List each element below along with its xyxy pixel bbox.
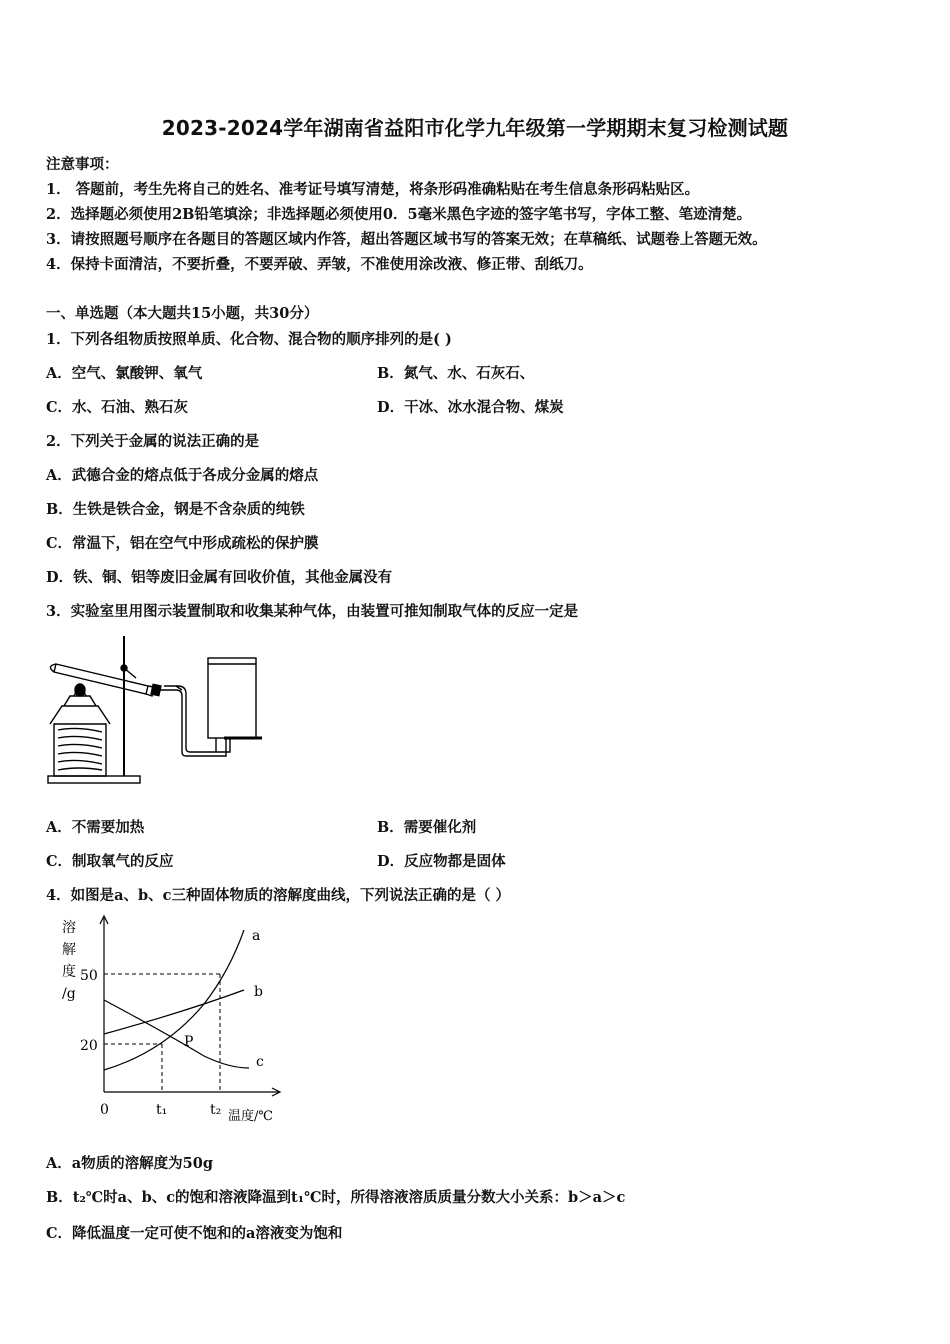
section-heading: 一、单选题（本大题共15小题，共30分）	[46, 305, 319, 322]
notice-item: 2．选择题必须使用2B铅笔填涂；非选择题必须使用0．5毫米黑色字迹的签字笔书写，字体工整、笔迹清楚。	[46, 206, 752, 223]
option-b[interactable]: B．氮气、水、石灰石、	[377, 365, 535, 382]
question-stem: 4．如图是a、b、c三种固体物质的溶解度曲线，下列说法正确的是（ ）	[46, 887, 510, 904]
heating-block	[50, 684, 110, 776]
notice-item: 1． 答题前，考生先将自己的姓名、准考证号填写清楚，将条形码准确粘贴在考生信息条形码粘贴区。	[46, 181, 700, 198]
curve-a	[104, 930, 244, 1070]
x-tick-label: t₁	[156, 1102, 168, 1118]
y-axis-label: 度	[62, 964, 76, 980]
option-c[interactable]: C．降低温度一定可使不饱和的a溶液变为饱和	[46, 1225, 343, 1242]
option-d[interactable]: D．铁、铜、铝等废旧金属有回收价值，其他金属没有	[46, 569, 393, 586]
option-b[interactable]: B．生铁是铁合金，钢是不含杂质的纯铁	[46, 501, 305, 518]
option-c[interactable]: C．制取氧气的反应	[46, 853, 174, 870]
option-c[interactable]: C．水、石油、熟石灰	[46, 399, 189, 416]
x-axis-label: 温度/℃	[228, 1109, 273, 1124]
option-b[interactable]: B．t₂℃时a、b、c的饱和溶液降温到t₁℃时，所得溶液溶质质量分数大小关系：b＞a＞c	[46, 1189, 626, 1206]
y-tick-label: 50	[80, 968, 98, 984]
y-tick-label: 20	[80, 1038, 98, 1054]
page-title: 2023-2024学年湖南省益阳市化学九年级第一学期期末复习检测试题	[161, 116, 789, 140]
option-c[interactable]: C．常温下，铝在空气中形成疏松的保护膜	[46, 535, 319, 552]
x-tick-label: t₂	[210, 1102, 222, 1118]
solubility-chart	[44, 912, 294, 1128]
question-stem: 2．下列关于金属的说法正确的是	[46, 433, 260, 450]
y-axis-label: /g	[62, 986, 76, 1002]
option-b[interactable]: B．需要催化剂	[377, 819, 477, 836]
notice-item: 3．请按照题号顺序在各题目的答题区域内作答，超出答题区域书写的答案无效；在草稿纸、试题卷上答题无效。	[46, 231, 767, 248]
option-d[interactable]: D．干冰、冰水混合物、煤炭	[377, 399, 564, 416]
option-a[interactable]: A．a物质的溶解度为50g	[46, 1155, 213, 1172]
y-axis-label: 溶	[62, 920, 76, 936]
option-a[interactable]: A．不需要加热	[46, 819, 145, 836]
stand-base	[48, 776, 140, 783]
notice-heading: 注意事项：	[46, 156, 119, 173]
series-label-b: b	[254, 984, 263, 1000]
series-label-c: c	[256, 1054, 264, 1070]
curve-c	[104, 1000, 249, 1068]
series-label-a: a	[252, 928, 261, 944]
y-axis-label: 解	[62, 942, 76, 958]
test-tube	[50, 664, 154, 696]
apparatus-figure	[44, 628, 269, 788]
option-d[interactable]: D．反应物都是固体	[377, 853, 506, 870]
gas-collection-bottle	[208, 658, 262, 752]
curve-b	[104, 990, 244, 1034]
origin-label: 0	[100, 1102, 109, 1118]
question-stem: 3．实验室里用图示装置制取和收集某种气体，由装置可推知制取气体的反应一定是	[46, 603, 579, 620]
option-a[interactable]: A．空气、氯酸钾、氧气	[46, 365, 203, 382]
notice-item: 4．保持卡面清洁，不要折叠，不要弄破、弄皱，不准使用涂改液、修正带、刮纸刀。	[46, 256, 593, 273]
question-stem: 1．下列各组物质按照单质、化合物、混合物的顺序排列的是( )	[46, 331, 452, 348]
point-label-p: P	[184, 1034, 194, 1050]
option-a[interactable]: A．武德合金的熔点低于各成分金属的熔点	[46, 467, 319, 484]
